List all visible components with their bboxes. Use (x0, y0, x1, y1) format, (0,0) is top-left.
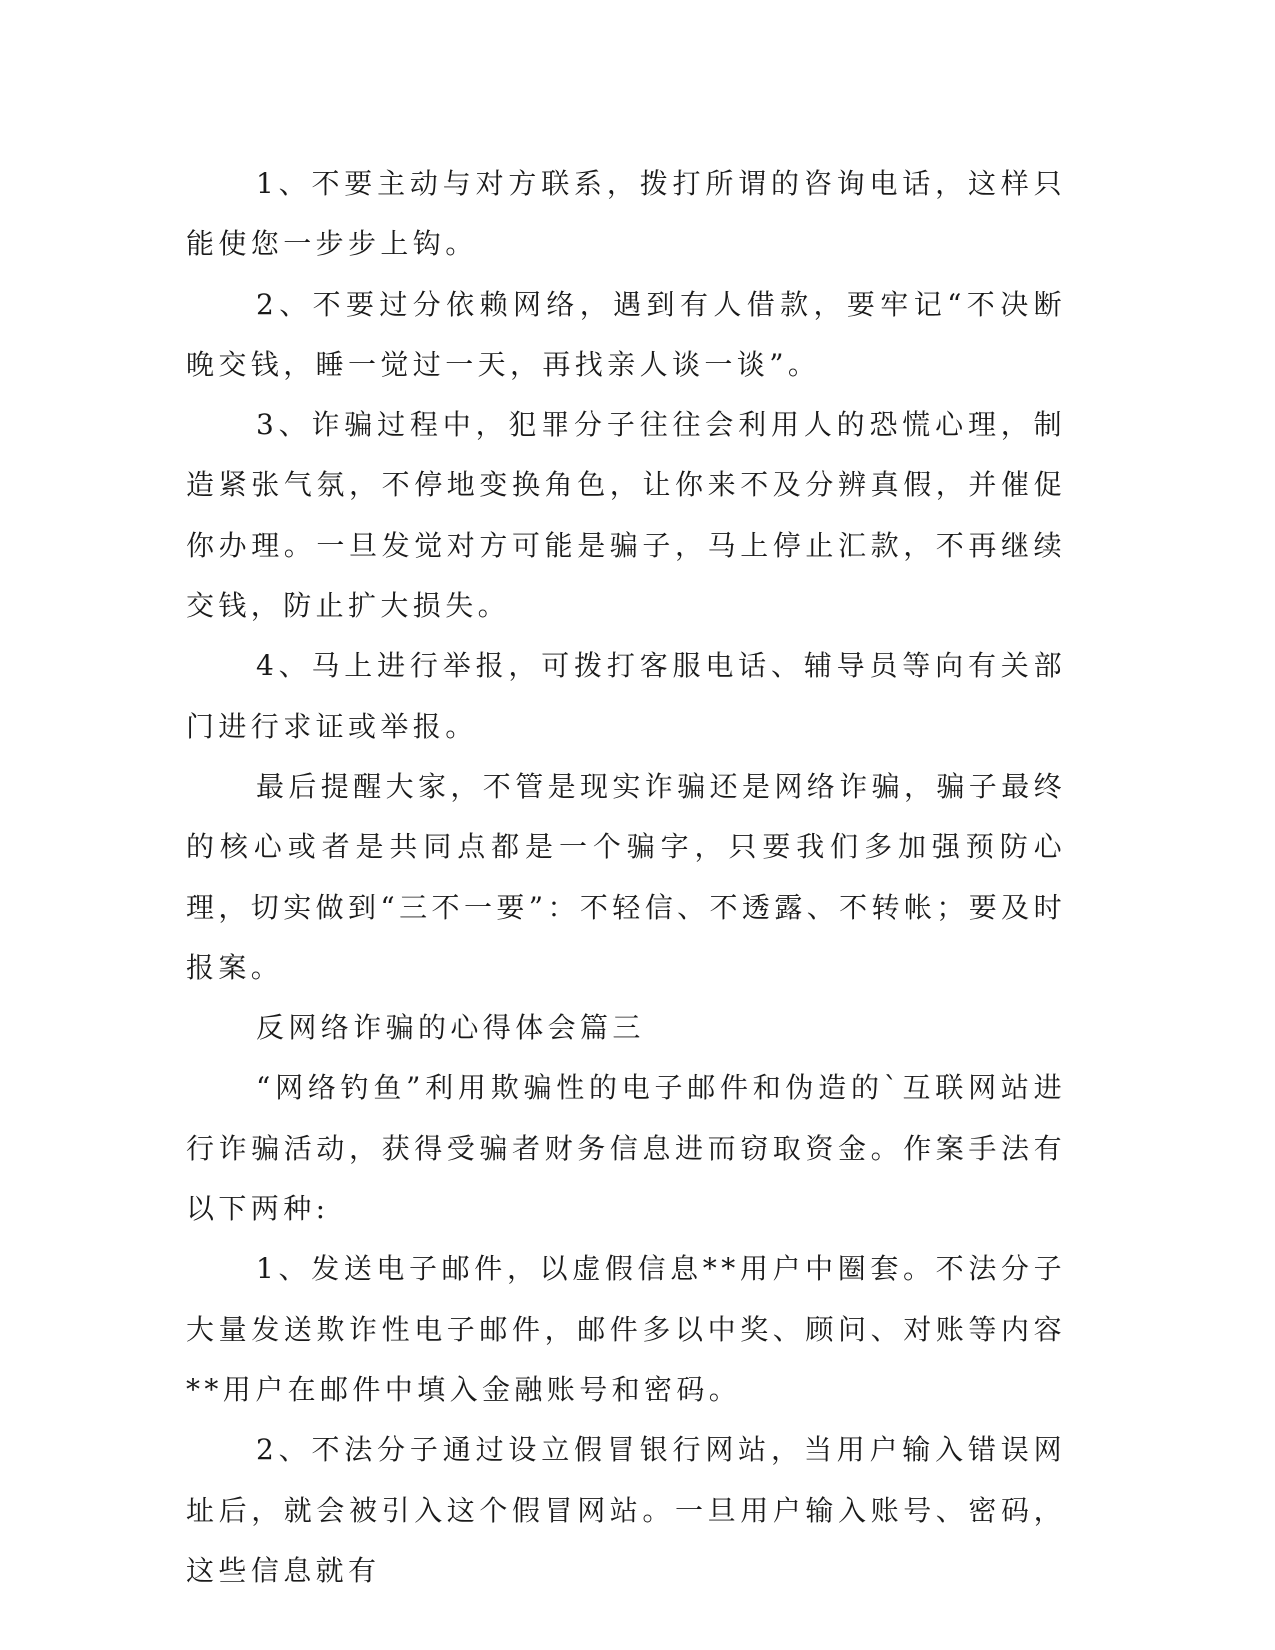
paragraph-tip-2: 2、不要过分依赖网络，遇到有人借款，要牢记“不决断晚交钱，睡一觉过一天，再找亲人谈一谈”。 (186, 287, 1066, 381)
paragraph-method-1: 1、发送电子邮件，以虚假信息**用户中圈套。不法分子大量发送欺诈性电子邮件，邮件多以中奖、顾问、对账等内容**用户在邮件中填入金融账号和密码。 (186, 1252, 1066, 1406)
paragraph-tip-1: 1、不要主动与对方联系，拨打所谓的咨询电话，这样只能使您一步步上钩。 (186, 167, 1066, 261)
paragraph-reminder: 最后提醒大家，不管是现实诈骗还是网络诈骗，骗子最终的核心或者是共同点都是一个骗字，只要我们多加强预防心理，切实做到“三不一要”：不轻信、不透露、不转帐；要及时报案。 (186, 769, 1067, 984)
paragraph-tip-3: 3、诈骗过程中，犯罪分子往往会利用人的恐慌心理，制造紧张气氛，不停地变换角色，让你来不及分辨真假，并催促你办理。一旦发觉对方可能是骗子，马上停止汇款，不再继续交钱，防止扩大损失。 (186, 408, 1066, 623)
paragraph-phishing-intro: “网络钓鱼”利用欺骗性的电子邮件和伪造的`互联网站进行诈骗活动，获得受骗者财务信息进而窃取资金。作案手法有以下两种: (186, 1071, 1066, 1226)
section-heading: 反网络诈骗的心得体会篇三 (256, 1011, 645, 1045)
paragraph-method-2: 2、不法分子通过设立假冒银行网站，当用户输入错误网址后，就会被引入这个假冒网站。一旦用户输入账号、密码，这些信息就有 (186, 1433, 1066, 1587)
paragraph-tip-4: 4、马上进行举报，可拨打客服电话、辅导员等向有关部门进行求证或举报。 (186, 649, 1066, 743)
document-body (186, 154, 1066, 1601)
